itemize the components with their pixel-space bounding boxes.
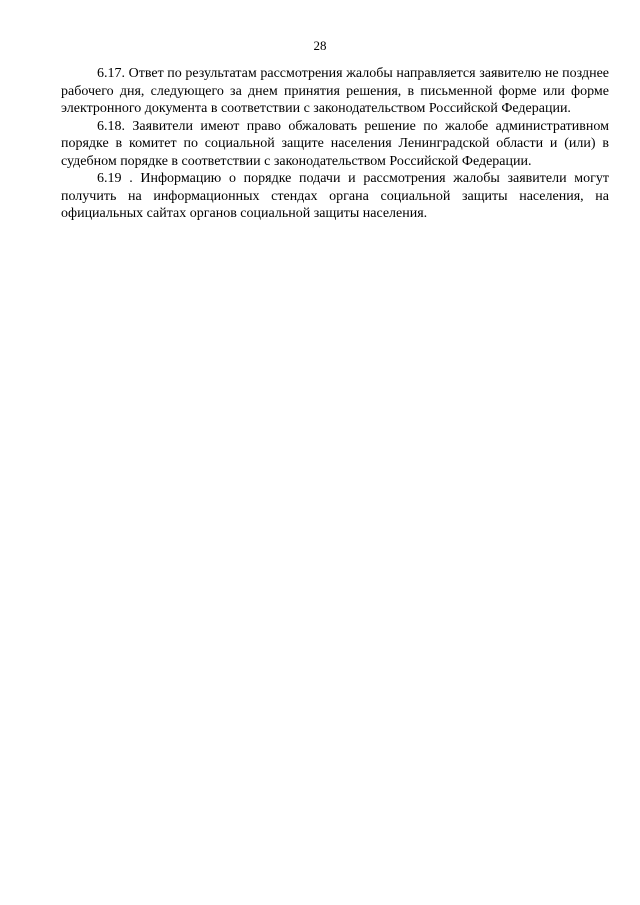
document-body [61,65,609,223]
paragraph-6-18: 6.18. Заявители имеют право обжаловать решение по жалобе административном порядке в комитет по социальной защите населения Ленинградской области и (или) в судебном порядке в соответствии с законодательством Российской Федерации. [61,118,609,169]
page-number: 28 [313,38,327,53]
paragraph-6-17: 6.17. Ответ по результатам рассмотрения жалобы направляется заявителю не позднее рабочего дня, следующего за днем принятия решения, в письменной форме или форме электронного документа в соответствии с законодательством Российской Федерации. [61,66,609,116]
paragraph-6-19: 6.19 . Информацию о порядке подачи и рассмотрения жалобы заявители могут получить на информационных стендах органа социальной защиты населения, на официальных сайтах органов социальной защиты населения. [61,171,609,221]
